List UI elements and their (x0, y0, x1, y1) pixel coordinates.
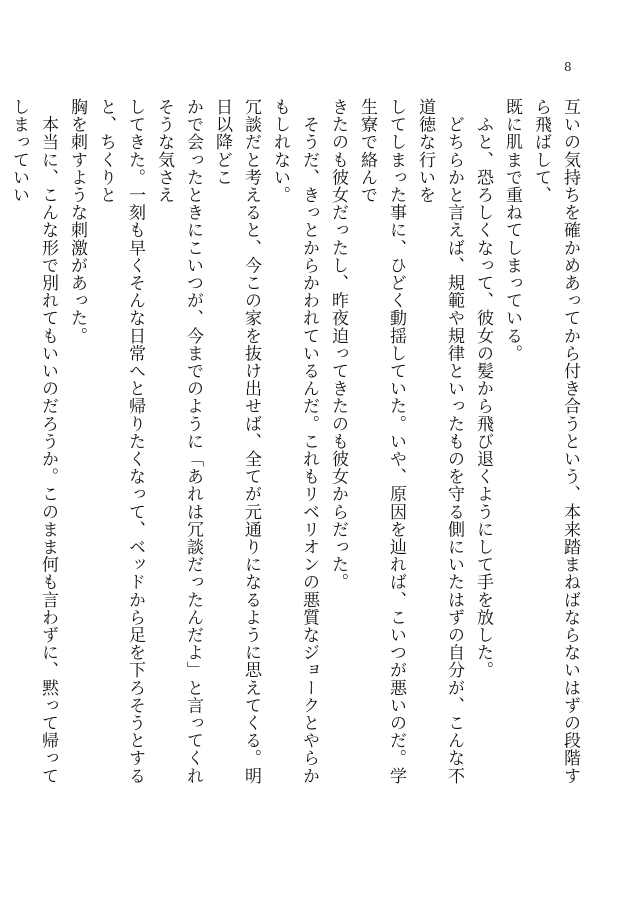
paragraph: そうだ、きっとからかわれているんだ。これもリベリオンの悪質なジョークとやらかもしれない。 冗談だと考えると、今この家を抜け出せば、全てが元通りになるように思えてくる。明日以降どこ かで会ったときにこいつが、今までのように「あれは冗談だったんだよ」と言ってくれそうな気さえ してきた。一刻も早くそんな日常へと帰りたくなって、ベッドから足を下ろそうとすると、ちくりと 胸を刺すような刺激があった。 (67, 98, 319, 785)
paragraph: 互いの気持ちを確かめあってから付き合うという、本来踏まねばならないはずの段階すら飛ばして、 既に肌まで重ねてしまっている。 (502, 98, 580, 785)
body-text (0, 98, 584, 798)
paragraph: どちらかと言えば、規範や規律といったものを守る側にいたはずの自分が、こんな不道徳な行いを してしまった事に、ひどく動揺していた。いや、原因を辿れば、こいつが悪いのだ。学生寮で絡んで きたのも彼女だったし、昨夜迫ってきたのも彼女からだった。 (328, 98, 464, 785)
paragraph: ふと、恐ろしくなって、彼女の髪から飛び退くようにして手を放した。 (473, 98, 493, 679)
paragraph: 本当に、こんな形で別れてもいいのだろうか。このまま何も言わずに、黙って帰ってしまっていい (9, 98, 58, 785)
page-number: 8 (564, 60, 572, 74)
